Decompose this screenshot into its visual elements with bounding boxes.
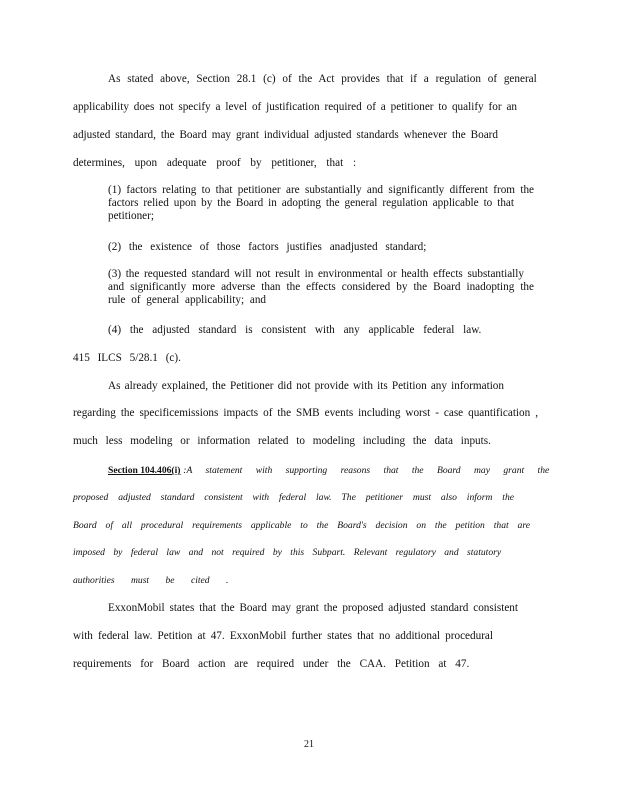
paragraph-line: adjusted standard, the Board may grant individual adjusted standards whenever the Board bbox=[73, 129, 498, 141]
paragraph-line: determines, upon adequate proof by petitioner, that : bbox=[73, 157, 357, 169]
paragraph-line: much less modeling or information related to modeling including the data inputs. bbox=[73, 435, 491, 447]
list-line: petitioner; bbox=[108, 210, 154, 222]
quote-line: imposed by federal law and not required by this Subpart. Relevant regulatory and statutory bbox=[73, 547, 502, 558]
section-quote-first-line bbox=[108, 464, 550, 476]
list-line: factors relied upon by the Board in adopting the general regulation applicable to that bbox=[108, 197, 514, 209]
paragraph-line: applicability does not specify a level of justification required of a petitioner to qualify for an bbox=[73, 101, 517, 113]
section-reference: Section 104.406(i) bbox=[108, 465, 181, 476]
page-number: 21 bbox=[304, 739, 314, 750]
paragraph-line: ExxonMobil states that the Board may grant the proposed adjusted standard consistent bbox=[108, 602, 518, 614]
paragraph-line: requirements for Board action are required under the CAA. Petition at 47. bbox=[73, 658, 470, 670]
criteria-item-1 bbox=[108, 184, 534, 223]
paragraph-line: with federal law. Petition at 47. ExxonMobil further states that no additional procedural bbox=[73, 630, 493, 642]
paragraph-line: regarding the specificemissions impacts of the SMB events including worst - case quantification , bbox=[73, 407, 538, 419]
criteria-item-2 bbox=[108, 241, 534, 254]
list-line: rule of general applicability; and bbox=[108, 294, 267, 306]
list-line: and significantly more adverse than the effects considered by the Board inadopting the bbox=[108, 281, 534, 293]
list-line: (4) the adjusted standard is consistent with any applicable federal law. bbox=[108, 324, 482, 336]
list-line: (1) factors relating to that petitioner are substantially and significantly different from the bbox=[108, 184, 534, 196]
list-line: (3) the requested standard will not result in environmental or health effects substantially bbox=[108, 268, 524, 280]
criteria-item-4 bbox=[108, 324, 534, 337]
statute-citation: 415 ILCS 5/28.1 (c). bbox=[73, 352, 181, 364]
criteria-item-3 bbox=[108, 268, 534, 307]
quote-line: authorities must be cited . bbox=[73, 575, 229, 586]
quote-line: Board of all procedural requirements applicable to the Board's decision on the petition that are bbox=[73, 520, 530, 531]
list-line: (2) the existence of those factors justifies anadjusted standard; bbox=[108, 241, 427, 253]
paragraph-line: As already explained, the Petitioner did not provide with its Petition any information bbox=[108, 380, 504, 392]
paragraph-line: As stated above, Section 28.1 (c) of the Act provides that if a regulation of general bbox=[108, 73, 537, 85]
quote-line: proposed adjusted standard consistent with federal law. The petitioner must also inform the bbox=[73, 492, 514, 503]
quote-text: :A statement with supporting reasons that the Board may grant the bbox=[183, 465, 550, 476]
